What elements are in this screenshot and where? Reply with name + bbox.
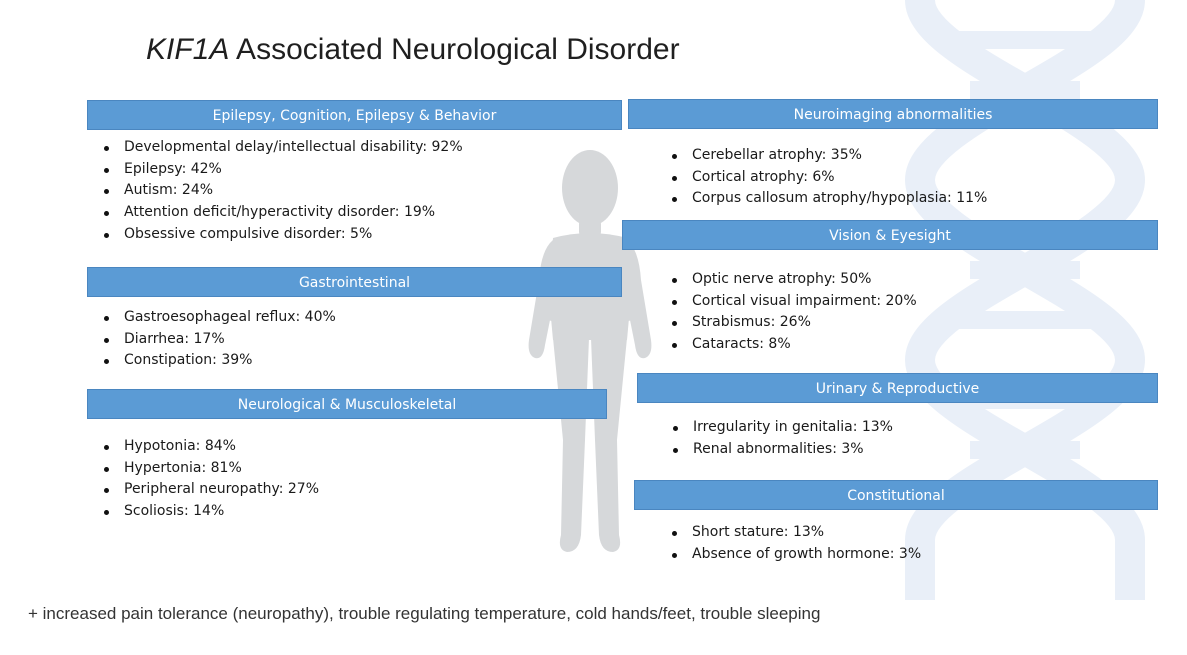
section-header-cognition: Epilepsy, Cognition, Epilepsy & Behavior <box>87 100 622 130</box>
list-constitutional <box>668 522 921 565</box>
section-header-vision: Vision & Eyesight <box>622 220 1158 250</box>
list-item: Constipation: 39% <box>100 350 336 372</box>
list-item: Scoliosis: 14% <box>100 501 319 523</box>
list-item: Renal abnormalities: 3% <box>669 439 893 461</box>
page-title <box>146 33 680 67</box>
list-item: Cortical visual impairment: 20% <box>668 291 917 313</box>
list-item: Cerebellar atrophy: 35% <box>668 145 987 167</box>
list-neuro <box>100 436 319 523</box>
list-item: Attention deficit/hyperactivity disorder: 19% <box>100 202 463 224</box>
list-item: Hypotonia: 84% <box>100 436 319 458</box>
list-cognition <box>100 137 463 245</box>
list-item: Short stature: 13% <box>668 522 921 544</box>
list-item: Obsessive compulsive disorder: 5% <box>100 224 463 246</box>
list-item: Hypertonia: 81% <box>100 458 319 480</box>
list-item: Gastroesophageal reflux: 40% <box>100 307 336 329</box>
list-item: Cataracts: 8% <box>668 334 917 356</box>
section-header-gastro: Gastrointestinal <box>87 267 622 297</box>
list-urinary <box>669 417 893 460</box>
list-item: Diarrhea: 17% <box>100 329 336 351</box>
list-item: Autism: 24% <box>100 180 463 202</box>
list-item: Absence of growth hormone: 3% <box>668 544 921 566</box>
list-item: Corpus callosum atrophy/hypoplasia: 11% <box>668 188 987 210</box>
list-item: Epilepsy: 42% <box>100 159 463 181</box>
section-header-constitutional: Constitutional <box>634 480 1158 510</box>
footnote: + increased pain tolerance (neuropathy), trouble regulating temperature, cold hands/feet, trouble sleeping <box>28 604 821 623</box>
dna-helix-icon <box>880 0 1187 600</box>
list-item: Developmental delay/intellectual disability: 92% <box>100 137 463 159</box>
list-gastro <box>100 307 336 372</box>
section-header-neuroimaging: Neuroimaging abnormalities <box>628 99 1158 129</box>
section-header-urinary: Urinary & Reproductive <box>637 373 1158 403</box>
list-neuroimaging <box>668 145 987 210</box>
list-item: Irregularity in genitalia: 13% <box>669 417 893 439</box>
list-item: Strabismus: 26% <box>668 312 917 334</box>
section-header-neuro: Neurological & Musculoskeletal <box>87 389 607 419</box>
list-item: Peripheral neuropathy: 27% <box>100 479 319 501</box>
list-item: Cortical atrophy: 6% <box>668 167 987 189</box>
title-gene-name: KIF1A <box>146 33 230 66</box>
title-text: Associated Neurological Disorder <box>229 33 680 66</box>
list-item: Optic nerve atrophy: 50% <box>668 269 917 291</box>
list-vision <box>668 269 917 356</box>
